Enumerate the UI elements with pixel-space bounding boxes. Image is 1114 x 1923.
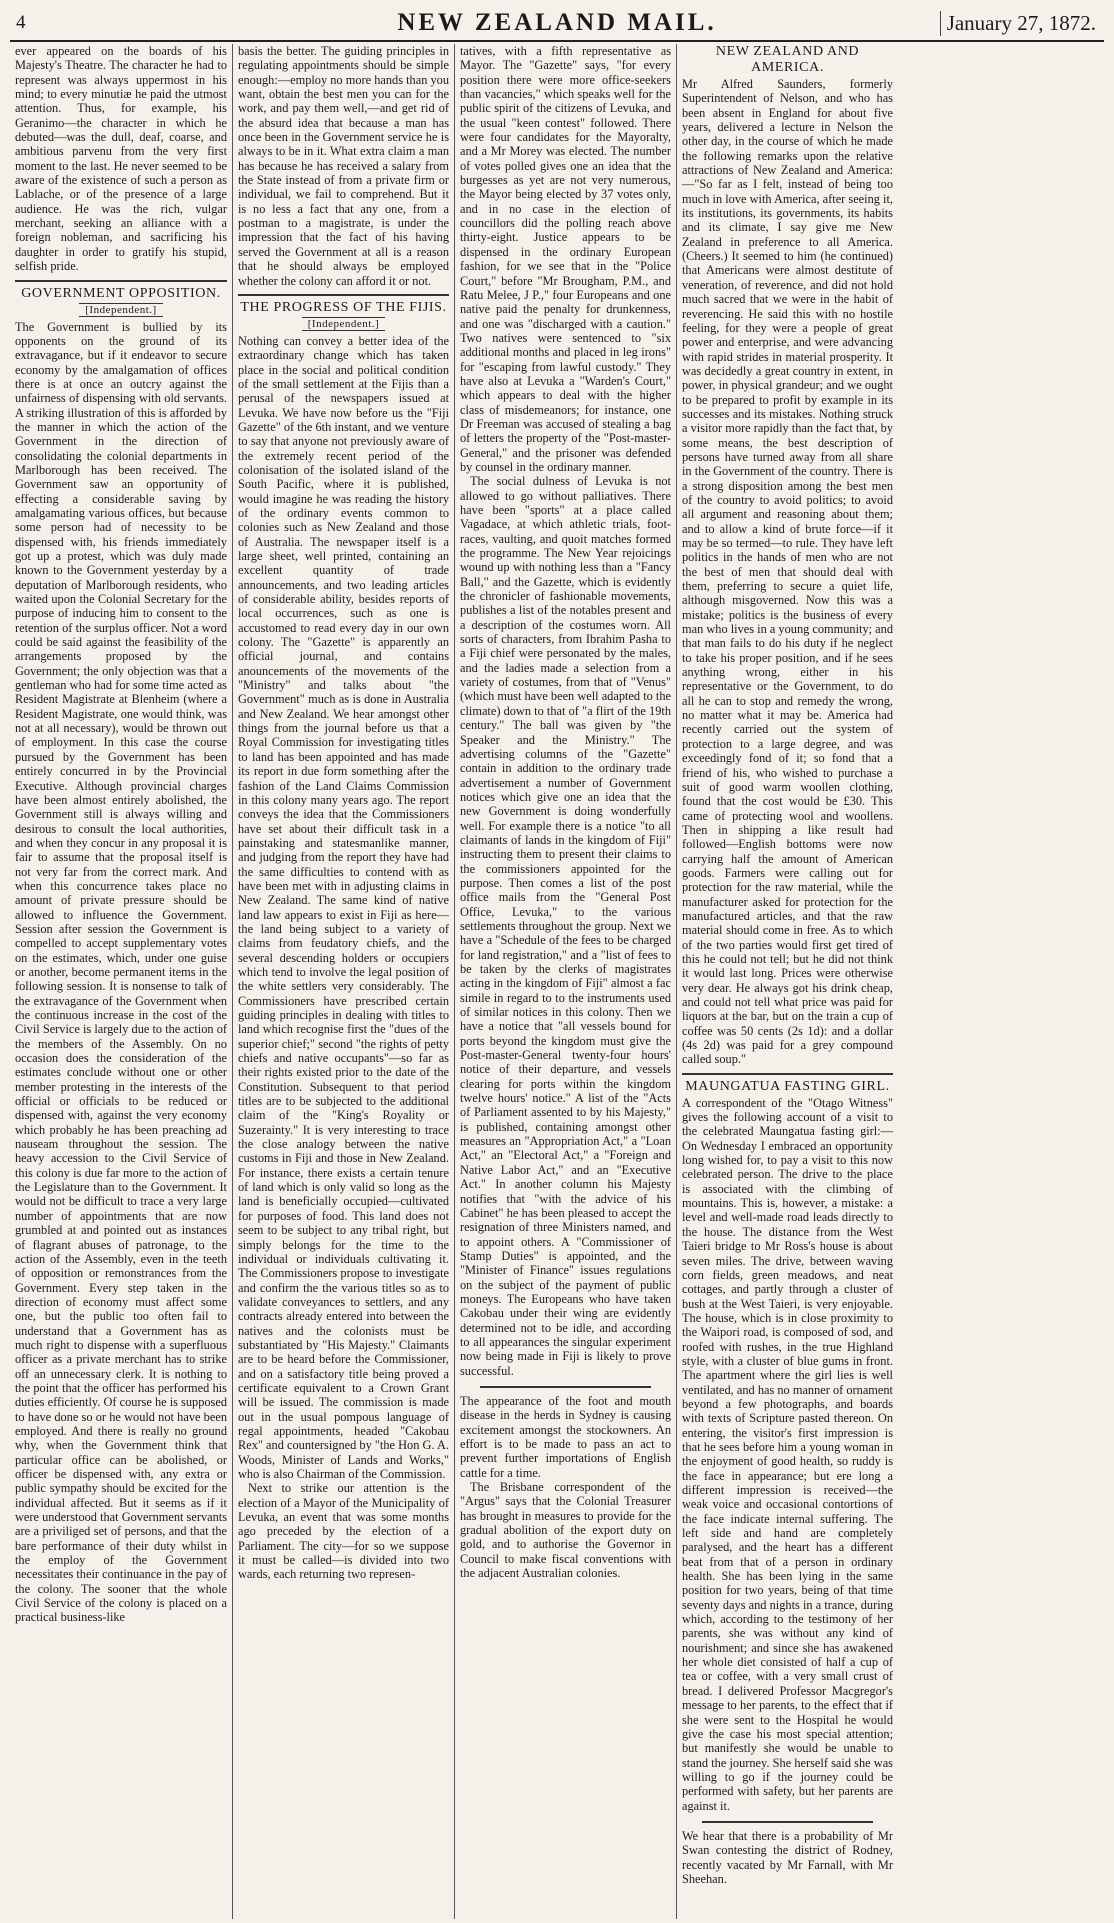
column-4 xyxy=(676,44,898,1919)
column-1 xyxy=(10,44,232,1919)
article-heading: MAUNGATUA FASTING GIRL. xyxy=(682,1073,893,1095)
article-text: Nothing can convey a better idea of the extraordinary change which has taken place in the social and political condition of the small settlement at the Fijis than a perusal of the newspapers issued at Levuka. We have now before us the "Fiji Gazette" of the 6th instant, and we venture to say that anyone not previously aware of the extremely recent period of the colonisation of the isolated island of the South Pacific, where it is published, would imagine he was reading the history of the ordinary events common to colonies such as New Zealand and those of Australia. The newspaper itself is a large sheet, well printed, containing an excellent quantity of trade announcements, and two leading articles of considerable ability, besides reports of local occurrences, such as one is accustomed to read every day in our own colony. The "Gazette" is apparently an official journal, and contains anouncements of the movements of the "Ministry" and talks about "the Government" much as is done in Australia and New Zealand. We hear amongst other things from the journal before us that a Royal Commission for investigating titles to land has been appointed and has made its report in due form something after the fashion of the Land Claims Commission in this colony many years ago. The report conveys the idea that the Commissioners have set about their difficult task in a painstaking and statesmanlike manner, and judging from the report they have had the same difficulties to contend with as have been met with in adjusting claims in New Zealand. The same kind of native land law appears to exist in Fiji as here—the land being subject to a variety of claims from feudatory chiefs, and the several descending holders or occupiers which tend to involve the legal position of the white settlers very considerably. The Commissioners have prescribed certain guiding principles in dealing with titles to land which recognise first the "dues of the superior chief;" second "the rights of petty chiefs and native occupants"—so far as their rights existed prior to the date of the Constitution. Subsequent to that period titles are to be subjected to the additional claim of the "King's Royality or Suzerainty." It is very interesting to trace the close analogy between the native customs in Fiji and those in New Zealand. For instance, there exists a certain tenure of land which is only valid so long as the land is beneficially occupied—cultivated for purposes of food. This land does not seem to be subject to any tribal right, but simply belongs for the time to the individual or individuals cultivating it. The Commissioners propose to investigate and confirm the the various titles so as to validate conveyances to settlers, and any contracts already entered into between the natives and the colonists must be substantiated by "His Majesty." Claimants are to be heard before the Commissioner, and on a satisfactory title being proved a certificate equivalent to a Crown Grant will be issued. The commission is made out in the usual pompous language of regal appointments, headed "Cakobau Rex" and countersigned by "the Hon G. A. Woods, Minister of Lands and Works," who is also Chairman of the Commission. xyxy=(238,333,449,1481)
issue-date: January 27, 1872. xyxy=(940,11,1096,36)
article-text: We hear that there is a probability of Mr Swan contesting the district of Rodney, recently vacated by Mr Farnall, with Mr Sheehan. xyxy=(682,1828,893,1886)
article-columns xyxy=(10,44,1104,1919)
article-text: ever appeared on the boards of his Majesty's Theatre. The character he had to represent was always uppermost in his mind; to every minutiæ he paid the utmost attention. Thus, for example, his Geranimo—the character in which he debuted—was the dull, deaf, coarse, and ambitious parvenu from the very first moment to the last. He never seemed to be aware of the existence of such a person as Lablache, or of the presence of a large audience. He was the rich, vulgar merchant, seeking an alliance with a foreign nobleman, and sacrificing his daughter in order to gratify his stupid, selfish pride. xyxy=(15,44,227,274)
byline-text: [Independent.] xyxy=(302,317,385,331)
article-byline xyxy=(15,304,227,316)
article-heading: GOVERNMENT OPPOSITION. xyxy=(15,280,227,302)
article-text: The Government is bullied by its opponents on the ground of its extravagance, but if it endeavor to secure economy by the amalgamation of offices there is at once an outcry against the unfairness of dispensing with old servants. A striking illustration of this is afforded by the manner in which the action of the Government in the direction of consolidating the colonial departments in Marlborough has been received. The Government saw an opportunity of effecting a considerable saving by amalgamating various offices, but because some person had of necessity to be dispensed with, his friends immediately got up a protest, which was duly made known to the Government yesterday by a deputation of Marlborough residents, who waited upon the Colonial Secretary for the purpose of inducing him to consent to the retention of the surplus officer. Not a word could be said against the feasibility of the arrangements proposed by the Government; the only objection was that a gentleman who had for some time acted as Resident Magistrate at Blenheim (where a Resident Magistrate, one would think, was not at all necessary), would be thrown out of employment. In this case the course pursued by the Government has been entirely concurred in by the Provincial Executive. Although provincial charges have been almost entirely abolished, the Government still is always willing and desirous to consult the local authorities, and when they concur in any proposal it is fair to assume that the proposal itself is not very far from the correct mark. And when this concurrence takes place no amount of private pressure should be allowed to influence the Government. Session after session the Government is compelled to accept supplementary votes on the estimates, which, under one guise or another, become permanent items in the following session. It is nonsense to talk of the extravagance of the Government when the continuous increase in the cost of the Civil Service is largely due to the action of the members of the Assembly. On no occasion does the consideration of the estimates conclude without one or other member protesting in the interests of the official or officials to be reduced or dispensed with, against the very economy which probably he has been preaching ad nauseam throughout the session. The heavy accession to the Civil Service of this colony is due far more to the action of the Legislature than to the Government. It would not be difficult to trace a very large number of appointments that are now grumbled at and pointed out as instances of flagrant abuses of patronage, to the action of the Assembly, even in the teeth of opposition or remonstrances from the Government. Every step taken in the direction of economy must affect some one, but the public too often fail to understand that a Government has as much right to dispense with a superfluous officer as a private merchant has to strike off an unnecessary clerk. It is nothing to the point that the officer has performed his duties efficiently. Of course he is supposed to have done so or he would not have been employed. And there is really no ground why, when the Government think that particular office can be abolished, or officer be dispensed with, any extra or public sympathy should be excited for the individual affected. But it seems as if it were understood that Government servants are a priviliged set of persons, and that the bare performance of their duty whilst in the employ of the Government necessitates their continuance in the pay of the colony. The sooner that the whole Civil Service of the colony is placed on a practical business-like xyxy=(15,319,227,1625)
section-divider xyxy=(702,1821,873,1823)
article-text: A correspondent of the "Otago Witness" gives the following account of a visit to the celebrated Maungatua fasting girl:—On Wednesday I embraced an opportunity long wished for, to pay a visit to this now celebrated person. The drive to the place is associated with the climbing of mountains. This is, however, a mistake: a level and well-made road leads directly to the house. The distance from the West Taieri bridge to Mr Ross's house is about seven miles. The drive, between waving corn fields, green meadows, and neat cottages, and partly through a cluster of bush at the West Taieri, is very enjoyable. The house, which is in close proximity to the Waipori road, is composed of sod, and roofed with rushes, in the true Highland style, with a cluster of blue gums in front. The apartment where the girl lies is well ventilated, and has no manner of ornament beyond a few photographs, and boards with texts of Scripture pasted thereon. On entering, the visitor's first impression is that he sees before him a young woman in the enjoyment of good health, so ruddy is the face in appearance; but ere long a different impression is received—the weak voice and occasional contortions of the face indicate internal suffering. The left side and hand are completely paralysed, and the heart has a different beat from that of a person in ordinary health. She has been lying in the same position for two years, being of that time seventy days and nights in a trance, during which, according to the testimony of her parents, she was without any kind of nourishment; and since she has awakened her whole diet consisted of half a cup of tea or coffee, with a very small crust of bread. I delivered Professor Macgregor's message to her parents, to the effect that if she were sent to the Hospital he would give the case his most special attention; but manifestly she would be unable to stand the journey. She herself said she was willing to go if the journey could be performed with safety, but her parents are against it. xyxy=(682,1095,893,1813)
newspaper-title: NEW ZEALAND MAIL. xyxy=(397,9,717,36)
masthead xyxy=(10,6,1104,42)
article-text: The appearance of the foot and mouth disease in the herds in Sydney is causing excitement amongst the stockowners. An effort is to be made to pass an act to prevent further importations of English cattle for a time. xyxy=(460,1393,671,1480)
article-heading: THE PROGRESS OF THE FIJIS. xyxy=(238,294,449,316)
article-text: Next to strike our attention is the election of a Mayor of the Municipality of Levuka, an event that was some months ago preceded by the election of a Parliament. The city—for so we suppose it must be called—is divided into two wards, each returning two represen- xyxy=(238,1481,449,1582)
byline-text: [Independent.] xyxy=(79,303,162,317)
article-text: The social dulness of Levuka is not allowed to go without palliatives. There have been "sports" at a place called Vagadace, at which athletic trials, foot-races, vaulting, and quoit matches formed the programme. The New Year rejoicings wound up with nothing less than a "Fancy Ball," and the Gazette, which is evidently the chronicler of fashionable movements, publishes a list of the notables present and a description of the costumes worn. All sorts of characters, from Ibrahim Pasha to a Fiji chief were personated by the males, and the ladies made a selection from a variety of costumes, from that of "Venus" (which must have been well adapted to the climate) down to that of "a flirt of the 19th century." The ball was given by "the Speaker and the Ministry." The advertising columns of the "Gazette" contain in addition to the ordinary trade advertisement a number of Government notices which give one an idea that the new Government is doing wonderfully well. For example there is a notice "to all claimants of lands in the kingdom of Fiji" instructing them to present their claims to the commissioners appointed for the purpose. Then comes a list of the post office mails from the "General Post Office, Levuka," to the various settlements throughout the group. Next we have a "Schedule of the fees to be charged for land registration," and a "list of fees to be taken by the clerks of magistrates acting in the kingdom of Fiji" almost a fac simile in regard to to the instruments used of similar notices in this colony. Then we have a notice that "all vessels bound for ports beyond the kingdom must give the Post-master-General twenty-four hours' notice of their departure, and vessels clearing for ports within the kingdom twelve hours' notice." A list of the "Acts of Parliament assented to by his Majesty," is published, containing amongst other measures an "Appropriation Act," a "Loan Act," an "Electoral Act," a "Foreign and Native Labor Act," and an "Executive Act." In another column his Majesty notifies that "with the advice of his Cabinet" he has been pleased to accept the resignation of three Ministers named, and to appoint others. A "Commissioner of Stamp Duties" is appointed, and the "Minister of Finance" issues regulations on the subject of the payment of public moneys. The Europeans who have taken Cakobau under their wing are evidently determined not to be idle, and according to all appearances the singular experiment now being made in Fiji is likely to prove successful. xyxy=(460,474,671,1378)
section-divider xyxy=(480,1386,651,1388)
article-text: basis the better. The guiding principles in regulating appointments should be simple enough:—employ no more hands than you want, obtain the best men you can for the work, and pay them well,—and get rid of the absurd idea that because a man has once been in the Government service he is always to be in it. What extra claim a man has because he has received a salary from the State instead of from a private firm or individual, we fail to comprehend. But it is no less a fact that any one, from a postman to a magistrate, is under the impression that the fact of his having served the Government at all is a reason that he should always be employed whether the colony can afford it or not. xyxy=(238,44,449,288)
article-heading: NEW ZEALAND AND AMERICA. xyxy=(715,44,860,75)
column-2 xyxy=(232,44,454,1919)
article-text: The Brisbane correspondent of the "Argus" says that the Colonial Treasurer has brought in measures to provide for the gradual abolition of the export duty on gold, and to authorise the Governor in Council to make fiscal conventions with the adjacent Australian colonies. xyxy=(460,1480,671,1581)
article-text: Mr Alfred Saunders, formerly Superintendent of Nelson, and who has been absent in England for about five years, delivered a lecture in Nelson the other day, in the course of which he made the following remarks upon the relative attractions of New Zealand and America:—"So far as I felt, instead of being too much in love with America, after seeing it, its institutions, its governments, its habits and its climate, I say give me New Zealand in preference to all America. (Cheers.) It seemed to him (he continued) that Americans were almost destitute of veneration, of reverence, and did not hold much sacred that we were in the habit of reverencing. He said this with no hostile feeling, for they were a people of great power and enterprise, and were advancing with rapid strides in material prosperity. It was decidedly a great country in extent, in power, in physical grandeur; and we ought to be prepared to profit by example in its successes and its mistakes. Nothing struck a visitor more rapidly than the fact that, by some means, the best description of persons have turned away from all share in the Government of the country. There is a strong disposition among the best men of the country to avoid politics; to avoid all argument and reasoning about them; and to allow a kind of brute force—if it may be so termed—to rule. They have left politics in the hands of men who are not the best of men that should deal with them, preferring to secure a quiet life, although misgoverned. Now this was a mistake; politics is the business of every man who lives in a young community; and that man fails to do his duty if he neglect to take his proper position, and if he sees anything wrong, either in his representative or the Government, to do all he can to stop and remedy the wrong, no matter what it may be. America had recently carried out the system of protection to a large degree, and was exceedingly fond of it; so fond that a friend of his, who wished to purchase a suit of good warm woollen clothing, found that the cost would be £30. This came of protecting wool and woollens. Then in shipping a like result had followed—English bottoms were now carrying half the amount of American goods. Farmers were calling out for protection for the raw material, while the manufacturer asked for protection for the manufactured articles, and that the raw material should come in free. As to which of the two parties would first get tired of this he could not tell; but he did not think it would last long. Prices were otherwise very dear. He always got his drink cheap, and could not tell what price was paid for liquors at the bar, but on the train a cup of coffee was 50 cents (2s 1d): and a dollar (4s 2d) was paid for a grey compound called soup." xyxy=(682,77,893,1067)
column-3 xyxy=(454,44,676,1919)
page-number: 4 xyxy=(16,12,26,33)
article-byline xyxy=(238,318,449,330)
article-text: tatives, with a fifth representative as Mayor. The "Gazette" says, "for every position there were more office-seekers than vacancies," which speaks well for the public spirit of the citizens of Levuka, and the usual "keen contest" followed. There were four candidates for the Mayoralty, and a Mr Morey was elected. The number of votes polled gives one an idea that the burgesses as yet are not very numerous, the Mayor being elected by 37 votes only, and in no case in the election of councillors did the polling reach above thirty-eight. Justice appears to be dispensed in the ordinary European fashion, for we see that in the "Police Court," before "Mr Brougham, P.M., and Ratu Melee, J P.," four Europeans and one native paid the penalty for drunkenness, and one was "discharged with a caution." Two natives were sentenced to "six additional months and placed in leg irons" for "escaping from lawful custody." They have also at Levuka a "Warden's Court," which appears to deal with the higher class of misdemeanors; for instance, one Dr Freeman was accused of stealing a bag of letters the property of the "Post-master-General," and the prisoner was defended by counsel in the ordinary manner. xyxy=(460,44,671,474)
